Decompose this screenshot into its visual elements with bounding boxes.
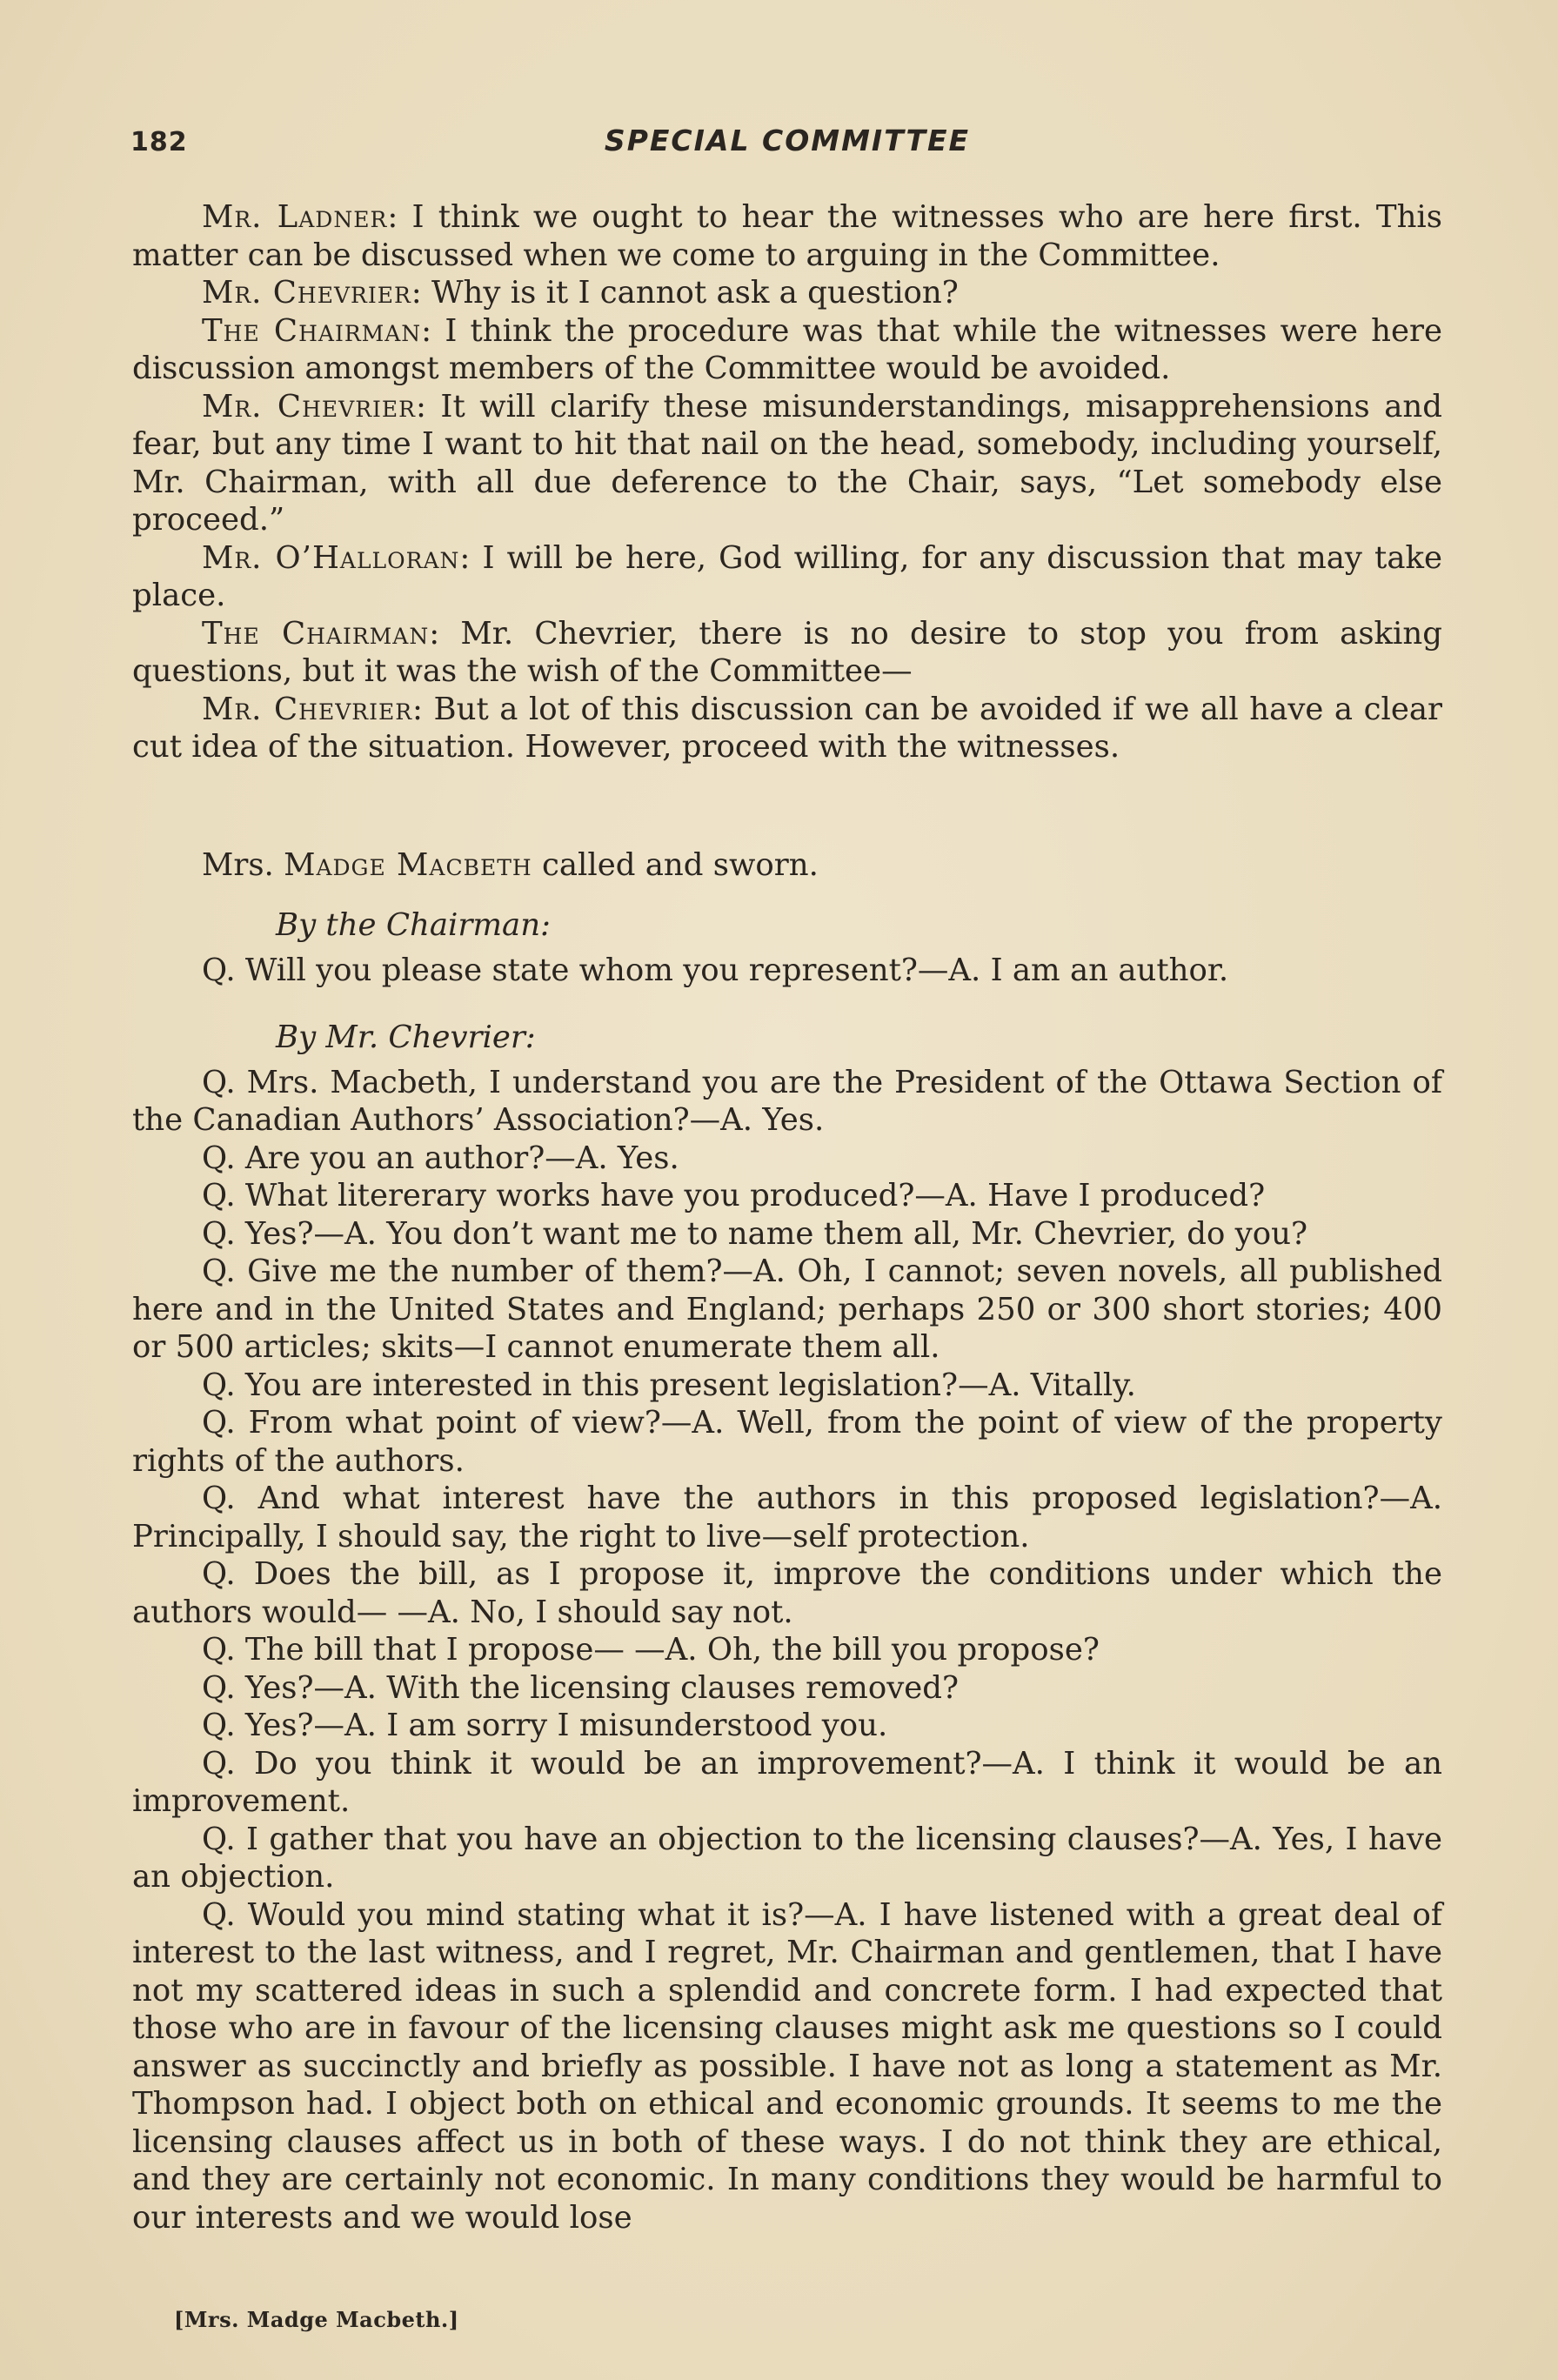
dialogue-paragraph bbox=[132, 274, 1442, 312]
qa-line: Q. Are you an author?—A. Yes. bbox=[202, 1140, 679, 1176]
speaker-name: Mr. Chevrier bbox=[202, 691, 413, 727]
qa-line: Q. From what point of view?—A. Well, from the point of view of the property rights of the authors. bbox=[132, 1405, 1442, 1479]
section-spacer bbox=[132, 766, 1442, 846]
dialogue-paragraph bbox=[132, 198, 1442, 274]
dialogue-paragraph bbox=[132, 388, 1442, 539]
dialogue-paragraph bbox=[132, 615, 1442, 691]
speaker-name: Mr. Ladner bbox=[202, 199, 388, 235]
speaker-name: Mr. Chevrier bbox=[202, 388, 416, 425]
speech-text: : Mr. Chevrier, there is no desire to stop you from asking questions, but it was the wish of the Committee— bbox=[132, 615, 1442, 689]
qa-line: Q. You are interested in this present legislation?—A. Vitally. bbox=[202, 1367, 1136, 1403]
page-number: 182 bbox=[130, 127, 188, 157]
qa-line: Q. The bill that I propose— —A. Oh, the bill you propose? bbox=[202, 1632, 1100, 1668]
speaker-name: Mr. Chevrier bbox=[202, 275, 411, 311]
dialogue-paragraph bbox=[132, 312, 1442, 388]
running-head: SPECIAL COMMITTEE bbox=[604, 124, 971, 157]
qa-line: Q. I gather that you have an objection to the licensing clauses?—A. Yes, I have an objection. bbox=[132, 1821, 1442, 1895]
qa-line: Q. And what interest have the authors in this proposed legislation?—A. Principally, I should say, the right to live—self protection. bbox=[132, 1481, 1442, 1554]
page-body bbox=[132, 198, 1442, 2236]
speaker-name: Mr. O’Halloran bbox=[202, 539, 460, 576]
qa-line: Q. Would you mind stating what it is?—A. I have listened with a great deal of interest to the last witness, and I regret, Mr. Chairman and gentlemen, that I have not my scattered ideas in such a splendid and concrete form. I had expected that those who are in favour of the licensing clauses might ask me questions so I could answer as succinctly and briefly as possible. I have not as long a statement as Mr. Thompson had. I object both on ethical and economic grounds. It seems to me the licensing clauses affect us in both of these ways. I do not think they are ethical, and they are certainly not economic. In many conditions they would be harmful to our interests and we would lose bbox=[132, 1896, 1442, 2236]
witness-called-line bbox=[132, 846, 1442, 885]
qa-line: Q. Yes?—A. I am sorry I misunderstood you. bbox=[202, 1708, 888, 1743]
qa-line: Q. Give me the number of them?—A. Oh, I cannot; seven novels, all published here and in the United States and England; perhaps 250 or 300 short stories; 400 or 500 articles; skits—I cannot enumerate them all. bbox=[132, 1254, 1442, 1365]
speaker-name: The Chairman bbox=[202, 312, 422, 349]
speaker-name: The Chairman bbox=[202, 615, 430, 652]
speech-text: : It will clarify these misunderstandings, misapprehensions and fear, but any time I want to hit that nail on the head, somebody, including yourself, Mr. Chairman, with all due deference to the Chair, says, “Let somebody else proceed.” bbox=[132, 388, 1442, 538]
speech-text: : I will be here, God willing, for any discussion that may take place. bbox=[132, 539, 1442, 613]
dialogue-paragraph bbox=[132, 539, 1442, 615]
dialogue-paragraph bbox=[132, 691, 1442, 766]
qa-line: Q. Do you think it would be an improvement?—A. I think it would be an improvement. bbox=[132, 1745, 1442, 1819]
page-header bbox=[130, 120, 1444, 172]
qa-line: Q. Does the bill, as I propose it, improve the conditions under which the authors would— —A. No, I should say not. bbox=[132, 1556, 1442, 1630]
speech-text: : Why is it I cannot ask a question? bbox=[411, 275, 959, 311]
qa-line: Q. What litererary works have you produced?—A. Have I produced? bbox=[202, 1178, 1266, 1213]
qa-line: Q. Mrs. Macbeth, I understand you are the President of the Ottawa Section of the Canadian Authors’ Association?—A. Yes. bbox=[132, 1064, 1442, 1138]
witness-suffix: called and sworn. bbox=[532, 846, 819, 883]
qa-line: Q. Yes?—A. You don’t want me to name them all, Mr. Chevrier, do you? bbox=[202, 1215, 1307, 1252]
speech-text: : I think the procedure was that while the witnesses were here discussion amongst members of the Committee would be avoided. bbox=[132, 312, 1442, 386]
qa-line: Q. Will you please state whom you represent?—A. I am an author. bbox=[202, 952, 1229, 988]
examiner-heading-chevrier: By Mr. Chevrier: bbox=[276, 1020, 536, 1055]
witness-footnote: [Mrs. Madge Macbeth.] bbox=[174, 2307, 459, 2332]
witness-name: Madge Macbeth bbox=[284, 846, 532, 883]
qa-line: Q. Yes?—A. With the licensing clauses removed? bbox=[202, 1669, 960, 1706]
witness-prefix: Mrs. bbox=[202, 846, 284, 883]
speech-text: : But a lot of this discussion can be avoided if we all have a clear cut idea of the situation. However, proceed with the witnesses. bbox=[132, 691, 1442, 765]
examiner-heading-chairman: By the Chairman: bbox=[276, 907, 552, 943]
speech-text: : I think we ought to hear the witnesses who are here first. This matter can be discussed when we come to arguing in the Committee. bbox=[132, 199, 1442, 273]
